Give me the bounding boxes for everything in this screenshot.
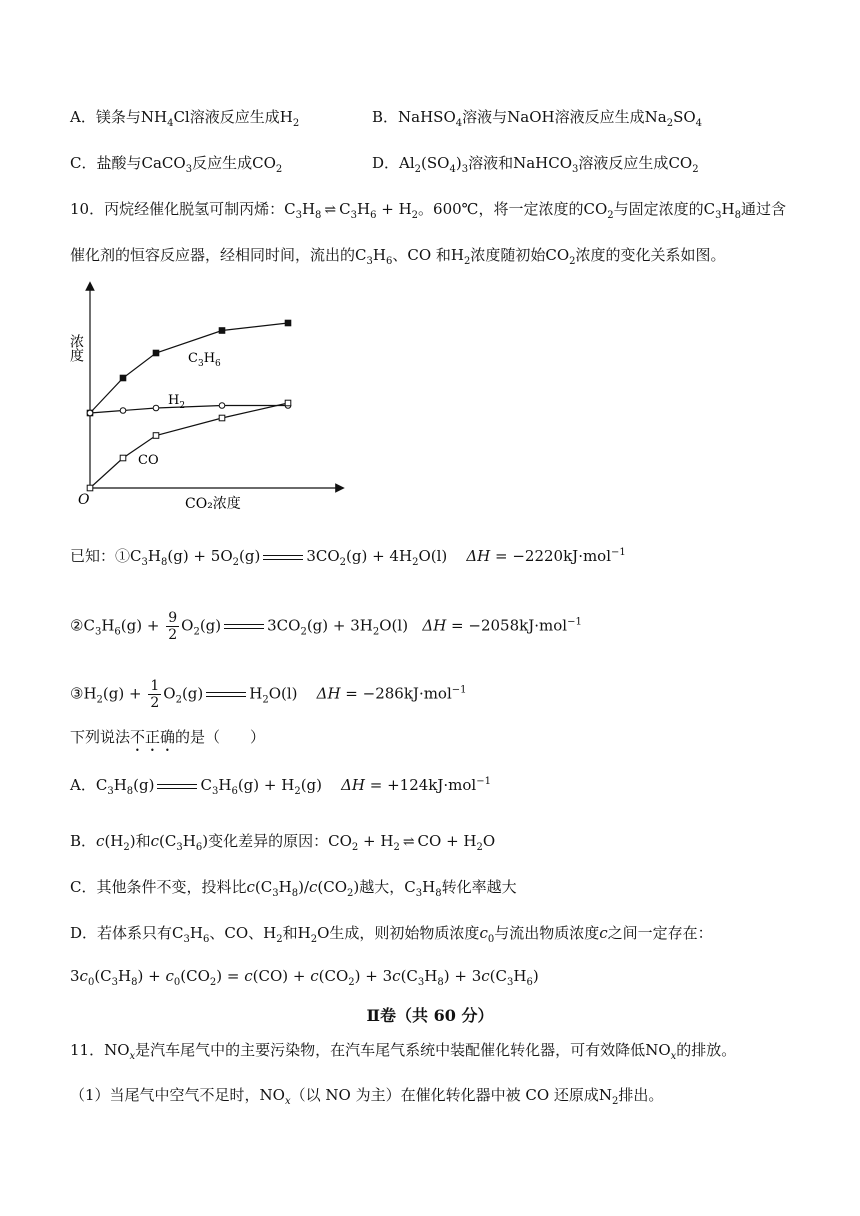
series-2-point-3 (219, 415, 225, 421)
series-line-2 (90, 403, 288, 488)
section-2-title: Ⅱ卷（共 60 分） (366, 1006, 494, 1025)
series-label-h2: $H_2$ (168, 393, 186, 411)
series-1-point-0 (87, 410, 93, 416)
known-eq3: $③H_2(g)$ + $\frac{1}{2}$ $O_2(g)$ $H_2O(l)$ ΔH = −286kJ·mol$^{-1}$ (70, 678, 467, 711)
series-label-c3h6: $C_3H_6$ (188, 351, 221, 369)
q9-option-d: D．$Al_2(SO_4)_3$溶液和NaHCO$_3$溶液反应生成$CO_2$ (372, 154, 699, 175)
q10-option-a: A．$C_3H_8(g) C_3H_6(g) + H_2(g)$ ΔH = +124kJ·mol$^{-1}$ (70, 776, 491, 797)
concentration-chart (60, 278, 360, 518)
series-2-point-4 (285, 400, 291, 406)
series-0-point-4 (285, 320, 291, 326)
q10-option-c: C．其他条件不变，投料比$c(C_3H_8)/c(CO_2)$越大，$C_3H_8$转化率越大 (70, 878, 517, 899)
series-0-point-1 (120, 375, 126, 381)
series-1-point-1 (120, 408, 126, 414)
series-line-0 (90, 323, 288, 413)
q10-question: 下列说法不正确的是（ ） (70, 728, 266, 746)
q11-line2: （1）当尾气中空气不足时，$NO_x$（以 NO 为主）在催化转化器中被 CO 还原成$N_2$排出。 (70, 1086, 664, 1107)
series-0-point-2 (153, 350, 159, 356)
series-2-point-0 (87, 485, 93, 491)
q9-option-c: C．盐酸与CaCO$_3$反应生成$CO_2$ (70, 154, 283, 175)
series-label-co: CO (138, 453, 159, 468)
series-1-point-3 (219, 403, 225, 409)
q10-stem-line2: 催化剂的恒容反应器，经相同时间，流出的$C_3H_6$、CO 和$H_2$浓度随初始$CO_2$浓度的变化关系如图。 (70, 246, 726, 267)
y-axis-label: 浓度 (68, 334, 84, 362)
series-0-point-3 (219, 328, 225, 334)
q10-stem-line1: 10．丙烷经催化脱氢可制丙烯：$C_3H_8$ ⇌ $C_3H_6 + H_2$。600℃，将一定浓度的$CO_2$与固定浓度的$C_3H_8$通过含 (70, 200, 786, 221)
q11-line1: 11．$NO_x$是汽车尾气中的主要污染物，在汽车尾气系统中装配催化转化器，可有效降低$NO_x$的排放。 (70, 1041, 737, 1062)
q10-option-d: D．若体系只有$C_3H_6$、CO、$H_2$和$H_2O$生成，则初始物质浓度$c_0$与流出物质浓度c之间一定存在： (70, 924, 713, 945)
known-eq2: $②C_3H_6(g)$ + $\frac{9}{2}$ $O_2(g) 3CO_2(g) + 3H_2O(l) \Delta H = -2058kJ\cdot mol^{-1}$ (70, 610, 582, 643)
q10-option-b: B．$c(H_2)$和$c(C_3H_6)$变化差异的原因：$CO_2 + H_2$ ⇌ CO + $H_2O$ (70, 832, 496, 853)
q9-option-b: B．NaHSO$_4$溶液与NaOH溶液反应生成$Na_2SO_4$ (372, 108, 703, 129)
q9-option-a: A．镁条与$NH_4Cl$溶液反应生成$H_2$ (70, 108, 300, 129)
origin-label: O (78, 492, 90, 508)
q10-option-d-equation: $3c_0(C_3H_8) + c_0(CO_2) = c(CO) + c(CO_2) + 3c(C_3H_8) + 3c(C_3H_6)$ (70, 967, 539, 988)
series-2-point-2 (153, 433, 159, 439)
series-2-point-1 (120, 455, 126, 461)
series-1-point-2 (153, 405, 159, 411)
x-axis-label: CO₂浓度 (185, 496, 241, 512)
known-eq1: 已知：$①C_3H_8(g) + 5O_2(g) 3CO_2(g) + 4H_2O(l)$ ΔH = −2220kJ·mol$^{-1}$ (70, 547, 626, 568)
